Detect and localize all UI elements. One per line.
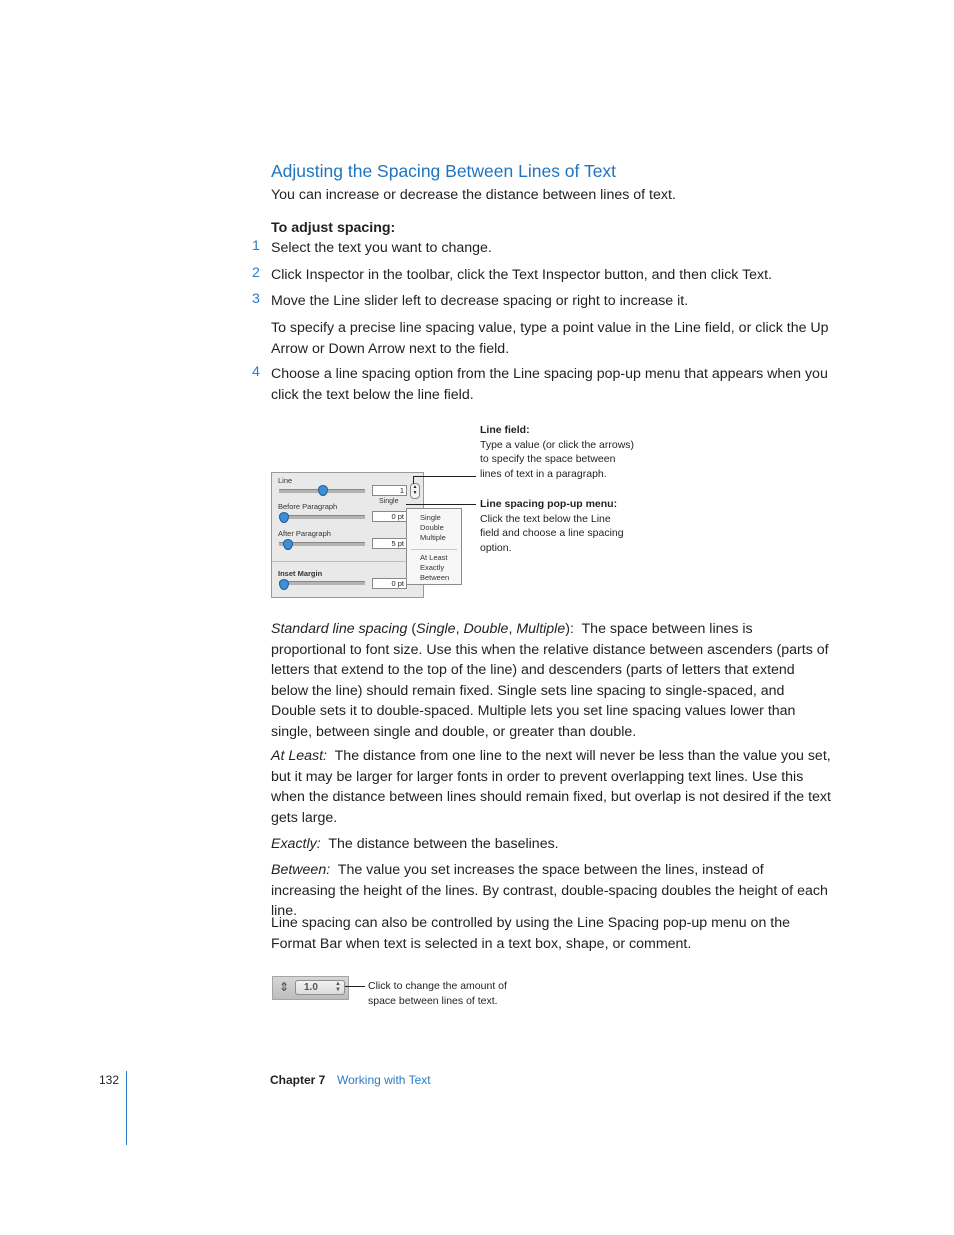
callout-line: to specify the space between <box>480 453 616 465</box>
callout-leader <box>406 504 476 505</box>
callout-line: lines of text in a paragraph. <box>480 467 607 480</box>
line-label: Line <box>278 476 293 485</box>
step-number: 4 <box>252 364 260 380</box>
menu-item-multiple[interactable]: Multiple <box>420 533 446 542</box>
line-spacing-icon: ⇕ <box>279 980 290 994</box>
menu-item-exactly[interactable]: Exactly <box>420 563 445 572</box>
menu-separator <box>411 549 457 550</box>
menu-item-between[interactable]: Between <box>420 573 450 582</box>
step-text: Click Inspector in the toolbar, click the Text Inspector button, and then click Text. <box>271 267 773 283</box>
before-paragraph-slider[interactable] <box>279 515 365 519</box>
exactly-paragraph <box>271 834 831 855</box>
paragraph-text: The distance between the baselines. <box>328 836 559 852</box>
at-least-paragraph <box>271 746 831 828</box>
intro-text: You can increase or decrease the distance between lines of text. <box>271 187 676 203</box>
callout-line-field <box>480 423 634 481</box>
step-number: 3 <box>252 291 260 307</box>
after-paragraph-field[interactable]: 5 pt <box>372 538 407 549</box>
callout-format-bar <box>368 979 507 1008</box>
callout-title: Line spacing pop-up menu: <box>480 498 618 510</box>
term: Multiple <box>516 621 566 637</box>
line-spacing-popup[interactable] <box>295 980 345 995</box>
line-stepper[interactable]: ▲ ▼ <box>410 483 420 499</box>
term: Double <box>463 621 509 637</box>
paragraph-text: The value you set increases the space between the lines, instead of increasing the height of the lines. By contrast, double-spacing doubles the height of each line. <box>271 862 828 919</box>
after-paragraph-knob[interactable] <box>283 539 293 550</box>
callout-leader <box>413 476 414 484</box>
chapter-label: Chapter 7 <box>270 1073 326 1087</box>
term: Single <box>416 621 456 637</box>
paragraph-text: The space between lines is proportional to font size. Use this when the relative distance between ascenders (parts of letters that extend to the top of the line) and descenders (parts of letters that extend below the line) should remain fixed. Single sets line spacing to single-spaced, and Double sets it to double-spaced. Multiple lets you set line spacing values lower than single, between single and double, or greater than double. <box>271 621 829 740</box>
term: At Least: <box>271 748 327 764</box>
callout-leader <box>345 986 365 987</box>
term: Between: <box>271 862 331 878</box>
line-field[interactable]: 1 <box>372 485 407 496</box>
chevron-updown-icon: ▲ ▼ <box>335 981 341 993</box>
chapter-title: Working with Text <box>337 1073 431 1087</box>
callout-title: Line field: <box>480 424 530 436</box>
callout-popup-menu <box>480 497 624 555</box>
line-slider-knob[interactable] <box>318 485 328 496</box>
callout-line: space between lines of text. <box>368 994 498 1007</box>
before-paragraph-knob[interactable] <box>279 512 289 523</box>
task-heading: To adjust spacing: <box>271 220 396 236</box>
footer-rule <box>126 1071 127 1145</box>
page-number: 132 <box>99 1073 120 1087</box>
before-paragraph-field[interactable]: 0 pt <box>372 511 407 522</box>
menu-item-double[interactable]: Double <box>420 523 444 532</box>
step-number: 1 <box>252 238 260 254</box>
step-number: 2 <box>252 265 260 281</box>
step-text: Select the text you want to change. <box>271 240 492 256</box>
step-text: Choose a line spacing option from the Line spacing pop-up menu that appears when you click the text below the line field. <box>271 366 828 403</box>
standard-spacing-paragraph: Standard line spacing (Single, Double, Multiple): The space between lines is proportional to font size. Use this when the relative distance between ascenders (parts of letters that extend to the top of the line) and descenders (parts of letters that extend below the line) should remain fixed. Single sets line spacing to single-spaced, and Double sets it to double-spaced. Multiple lets you set line spacing values lower than single, between single and double, or greater than double. <box>271 621 829 740</box>
line-spacing-popup-menu <box>406 508 462 585</box>
callout-line: Type a value (or click the arrows) <box>480 438 635 451</box>
text-inspector-figure <box>271 472 424 598</box>
term: Exactly: <box>271 836 321 852</box>
callout-line: field and choose a line spacing <box>480 527 624 539</box>
single-label[interactable]: Single <box>379 498 399 505</box>
paragraph-text: The distance from one line to the next will never be less than the value you set, but it may be larger for larger fonts in order to prevent overlapping text lines. Use this when the distance between lines should remain fixed, but overlap is not desired if the text gets large. <box>271 748 831 826</box>
line-spacing-value: 1.0 <box>304 982 318 993</box>
callout-line: Click to change the amount of <box>368 980 507 992</box>
divider <box>272 561 424 562</box>
callout-line: option. <box>480 541 512 554</box>
format-bar-paragraph: Line spacing can also be controlled by using the Line Spacing pop-up menu on the Format Bar when text is selected in a text box, shape, or comment. <box>271 915 790 952</box>
step-note: To specify a precise line spacing value, type a point value in the Line field, or click the Up Arrow or Down Arrow next to the field. <box>271 320 829 357</box>
section-heading: Adjusting the Spacing Between Lines of Text <box>271 161 617 181</box>
inset-margin-field[interactable]: 0 pt <box>372 578 407 589</box>
format-bar-line-spacing <box>272 976 349 1000</box>
inset-margin-slider[interactable] <box>279 581 365 585</box>
after-paragraph-label: After Paragraph <box>278 529 331 538</box>
inset-margin-label: Inset Margin <box>278 569 323 578</box>
inset-margin-knob[interactable] <box>279 579 289 590</box>
step-text: Move the Line slider left to decrease spacing or right to increase it. <box>271 293 689 309</box>
before-paragraph-label: Before Paragraph <box>278 502 338 511</box>
menu-item-at-least[interactable]: At Least <box>420 553 448 562</box>
callout-line: Click the text below the Line <box>480 512 611 525</box>
menu-item-single[interactable]: Single <box>420 513 441 522</box>
callout-leader <box>413 476 476 477</box>
term: Standard line spacing <box>271 621 408 637</box>
